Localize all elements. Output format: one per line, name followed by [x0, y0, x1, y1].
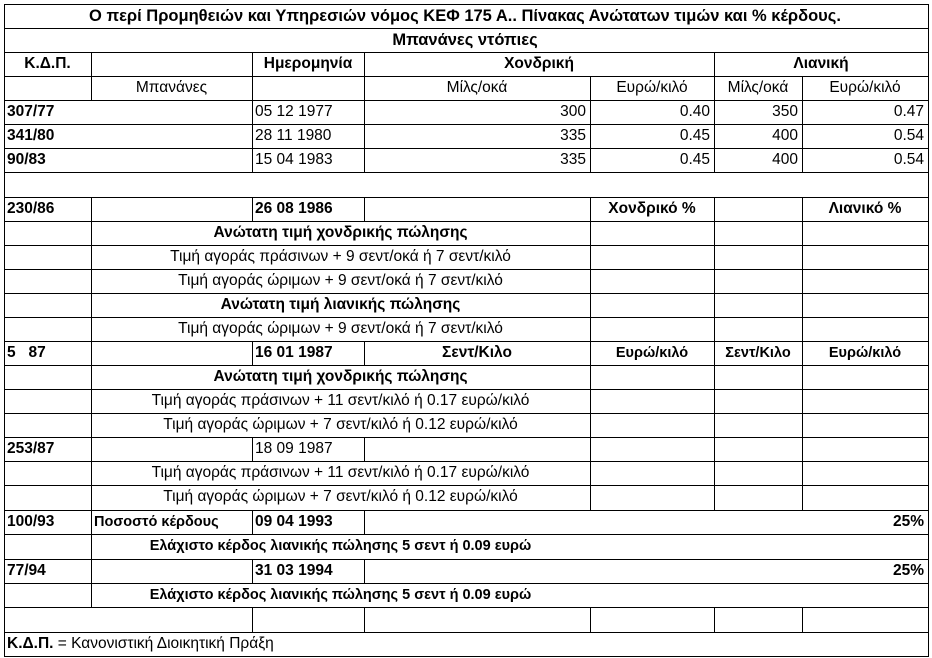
header-retail-euro-kilo: Ευρώ/κιλό	[829, 79, 901, 97]
footer-abbreviation: Κ.Δ.Π.	[7, 635, 54, 653]
wholesale-mils-cell: 335	[560, 127, 586, 145]
grid-line	[364, 437, 365, 461]
grid-line	[4, 172, 929, 173]
header-kdp: Κ.Δ.Π.	[24, 55, 71, 73]
retail-euro-cell: 0.54	[893, 151, 924, 169]
grid-line	[364, 607, 365, 632]
grid-line	[91, 197, 92, 607]
retail-mils-cell: 350	[772, 103, 798, 121]
header-retail-sent-kilo: Σεντ/Κιλο	[725, 344, 791, 361]
grid-line	[4, 583, 929, 584]
wholesale-euro-cell: 0.45	[679, 127, 710, 145]
grid-line	[4, 534, 929, 535]
date-cell: 31 03 1994	[255, 562, 333, 580]
grid-line	[714, 197, 715, 510]
grid-line	[252, 607, 253, 632]
grid-line	[4, 559, 929, 560]
footer-definition: = Κανονιστική Διοικητική Πράξη	[53, 635, 274, 653]
date-cell: 28 11 1980	[255, 127, 332, 145]
grid-line	[252, 197, 253, 221]
grid-line	[4, 28, 929, 29]
grid-line	[4, 485, 929, 486]
section-heading-wholesale: Ανώτατη τιμή χονδρικής πώλησης	[213, 368, 468, 386]
grid-line	[4, 607, 929, 608]
date-cell: 18 09 1987	[255, 440, 333, 458]
header-wholesale-euro-kilo: Ευρώ/κιλό	[616, 79, 688, 97]
grid-line	[590, 76, 591, 172]
header-date: Ημερομηνία	[263, 55, 353, 73]
grid-line	[4, 269, 929, 270]
wholesale-euro-cell: 0.45	[679, 151, 710, 169]
section-heading-wholesale: Ανώτατη τιμή χονδρικής πώλησης	[213, 224, 468, 242]
grid-line	[802, 197, 803, 510]
grid-line	[4, 413, 929, 414]
retail-mils-cell: 400	[772, 127, 798, 145]
minimum-profit-note: Ελάχιστο κέρδος λιανικής πώλησης 5 σεντ ή 0.09 ευρώ	[149, 586, 532, 603]
grid-line	[802, 76, 803, 172]
grid-line	[252, 52, 253, 172]
grid-line	[4, 365, 929, 366]
grid-line	[4, 52, 929, 53]
rule-text: Τιμή αγοράς ώριμων + 9 σεντ/οκά ή 7 σεντ/κιλό	[178, 272, 503, 290]
section-heading-retail: Ανώτατη τιμή λιανικής πώλησης	[220, 296, 461, 314]
date-cell: 09 04 1993	[255, 513, 333, 531]
grid-line	[4, 317, 929, 318]
grid-line	[714, 52, 715, 172]
document-title: Ο περί Προμηθειών και Υπηρεσιών νόμος ΚΕΦ 175 Α.. Πίνακας Ανώτατων τιμών και % κέρδους.	[89, 6, 841, 25]
document-subtitle: Μπανάνες ντόπιες	[392, 30, 538, 49]
header-retail-mils-oka: Μίλς/οκά	[727, 79, 789, 97]
retail-euro-cell: 0.54	[893, 127, 924, 145]
grid-line	[4, 124, 929, 125]
wholesale-mils-cell: 335	[560, 151, 586, 169]
minimum-profit-note: Ελάχιστο κέρδος λιανικής πώλησης 5 σεντ ή 0.09 ευρώ	[149, 537, 532, 554]
header-wholesale-euro-kilo: Ευρώ/κιλό	[615, 344, 689, 361]
header-wholesale-mils-oka: Μίλς/οκά	[446, 79, 508, 97]
wholesale-mils-cell: 300	[560, 103, 586, 121]
grid-line	[4, 4, 5, 657]
grid-line	[4, 632, 929, 633]
grid-line	[4, 389, 929, 390]
header-retail-euro-kilo: Ευρώ/κιλό	[828, 344, 902, 361]
grid-line	[4, 76, 929, 77]
rule-text: Τιμή αγοράς πράσινων + 11 σεντ/κιλό ή 0.17 ευρώ/κιλό	[151, 392, 530, 410]
header-wholesale: Χονδρική	[504, 55, 574, 73]
grid-line	[364, 197, 365, 221]
grid-line	[252, 510, 253, 534]
grid-line	[364, 341, 365, 365]
grid-line	[4, 461, 929, 462]
grid-line	[4, 4, 929, 5]
grid-line	[252, 437, 253, 461]
grid-line	[4, 100, 929, 101]
footer-legend	[4, 632, 604, 656]
grid-line	[4, 437, 929, 438]
grid-line	[590, 607, 591, 632]
grid-line	[4, 245, 929, 246]
kdp-cell: 5 87	[7, 344, 46, 362]
grid-line	[4, 341, 929, 342]
grid-line	[714, 607, 715, 632]
grid-line	[364, 52, 365, 172]
grid-line	[252, 341, 253, 365]
kdp-cell: 253/87	[7, 440, 55, 458]
kdp-cell: 100/93	[7, 513, 55, 531]
grid-line	[4, 293, 929, 294]
grid-line	[4, 221, 929, 222]
kdp-cell: 77/94	[7, 562, 46, 580]
grid-line	[4, 510, 929, 511]
kdp-cell: 341/80	[7, 127, 55, 145]
header-wholesale-percent: Χονδρικό %	[608, 200, 696, 218]
wholesale-euro-cell: 0.40	[679, 103, 710, 121]
retail-percent-cell: 25%	[892, 562, 924, 580]
grid-line	[4, 197, 929, 198]
grid-line	[4, 148, 929, 149]
kdp-cell: 90/83	[7, 151, 46, 169]
header-product: Μπανάνες	[135, 79, 208, 97]
date-cell: 16 01 1987	[255, 344, 333, 362]
rule-text: Τιμή αγοράς πράσινων + 9 σεντ/οκά ή 7 σεντ/κιλό	[170, 248, 511, 266]
date-cell: 26 08 1986	[255, 200, 333, 218]
grid-line	[91, 52, 92, 100]
retail-euro-cell: 0.47	[893, 103, 924, 121]
header-retail: Λιανική	[793, 55, 849, 73]
retail-percent-cell: 25%	[892, 513, 924, 531]
grid-line	[4, 656, 929, 657]
profit-percent-label: Ποσοστό κέρδους	[94, 513, 219, 530]
header-wholesale-sent-kilo: Σεντ/Κιλο	[442, 344, 512, 362]
rule-text: Τιμή αγοράς ώριμων + 7 σεντ/κιλό ή 0.12 ευρώ/κιλό	[163, 416, 518, 434]
rule-text: Τιμή αγοράς πράσινων + 11 σεντ/κιλό ή 0.17 ευρώ/κιλό	[151, 464, 530, 482]
rule-text: Τιμή αγοράς ώριμων + 9 σεντ/οκά ή 7 σεντ/κιλό	[178, 320, 503, 338]
grid-line	[364, 559, 365, 583]
grid-line	[252, 559, 253, 583]
rule-text: Τιμή αγοράς ώριμων + 7 σεντ/κιλό ή 0.12 ευρώ/κιλό	[163, 488, 518, 506]
date-cell: 15 04 1983	[255, 151, 333, 169]
grid-line	[364, 510, 365, 534]
grid-line	[590, 197, 591, 510]
grid-line	[928, 4, 929, 657]
retail-mils-cell: 400	[772, 151, 798, 169]
grid-line	[802, 607, 803, 632]
kdp-cell: 307/77	[7, 103, 55, 121]
kdp-cell: 230/86	[7, 200, 55, 218]
header-retail-percent: Λιανικό %	[828, 200, 902, 218]
date-cell: 05 12 1977	[255, 103, 333, 121]
